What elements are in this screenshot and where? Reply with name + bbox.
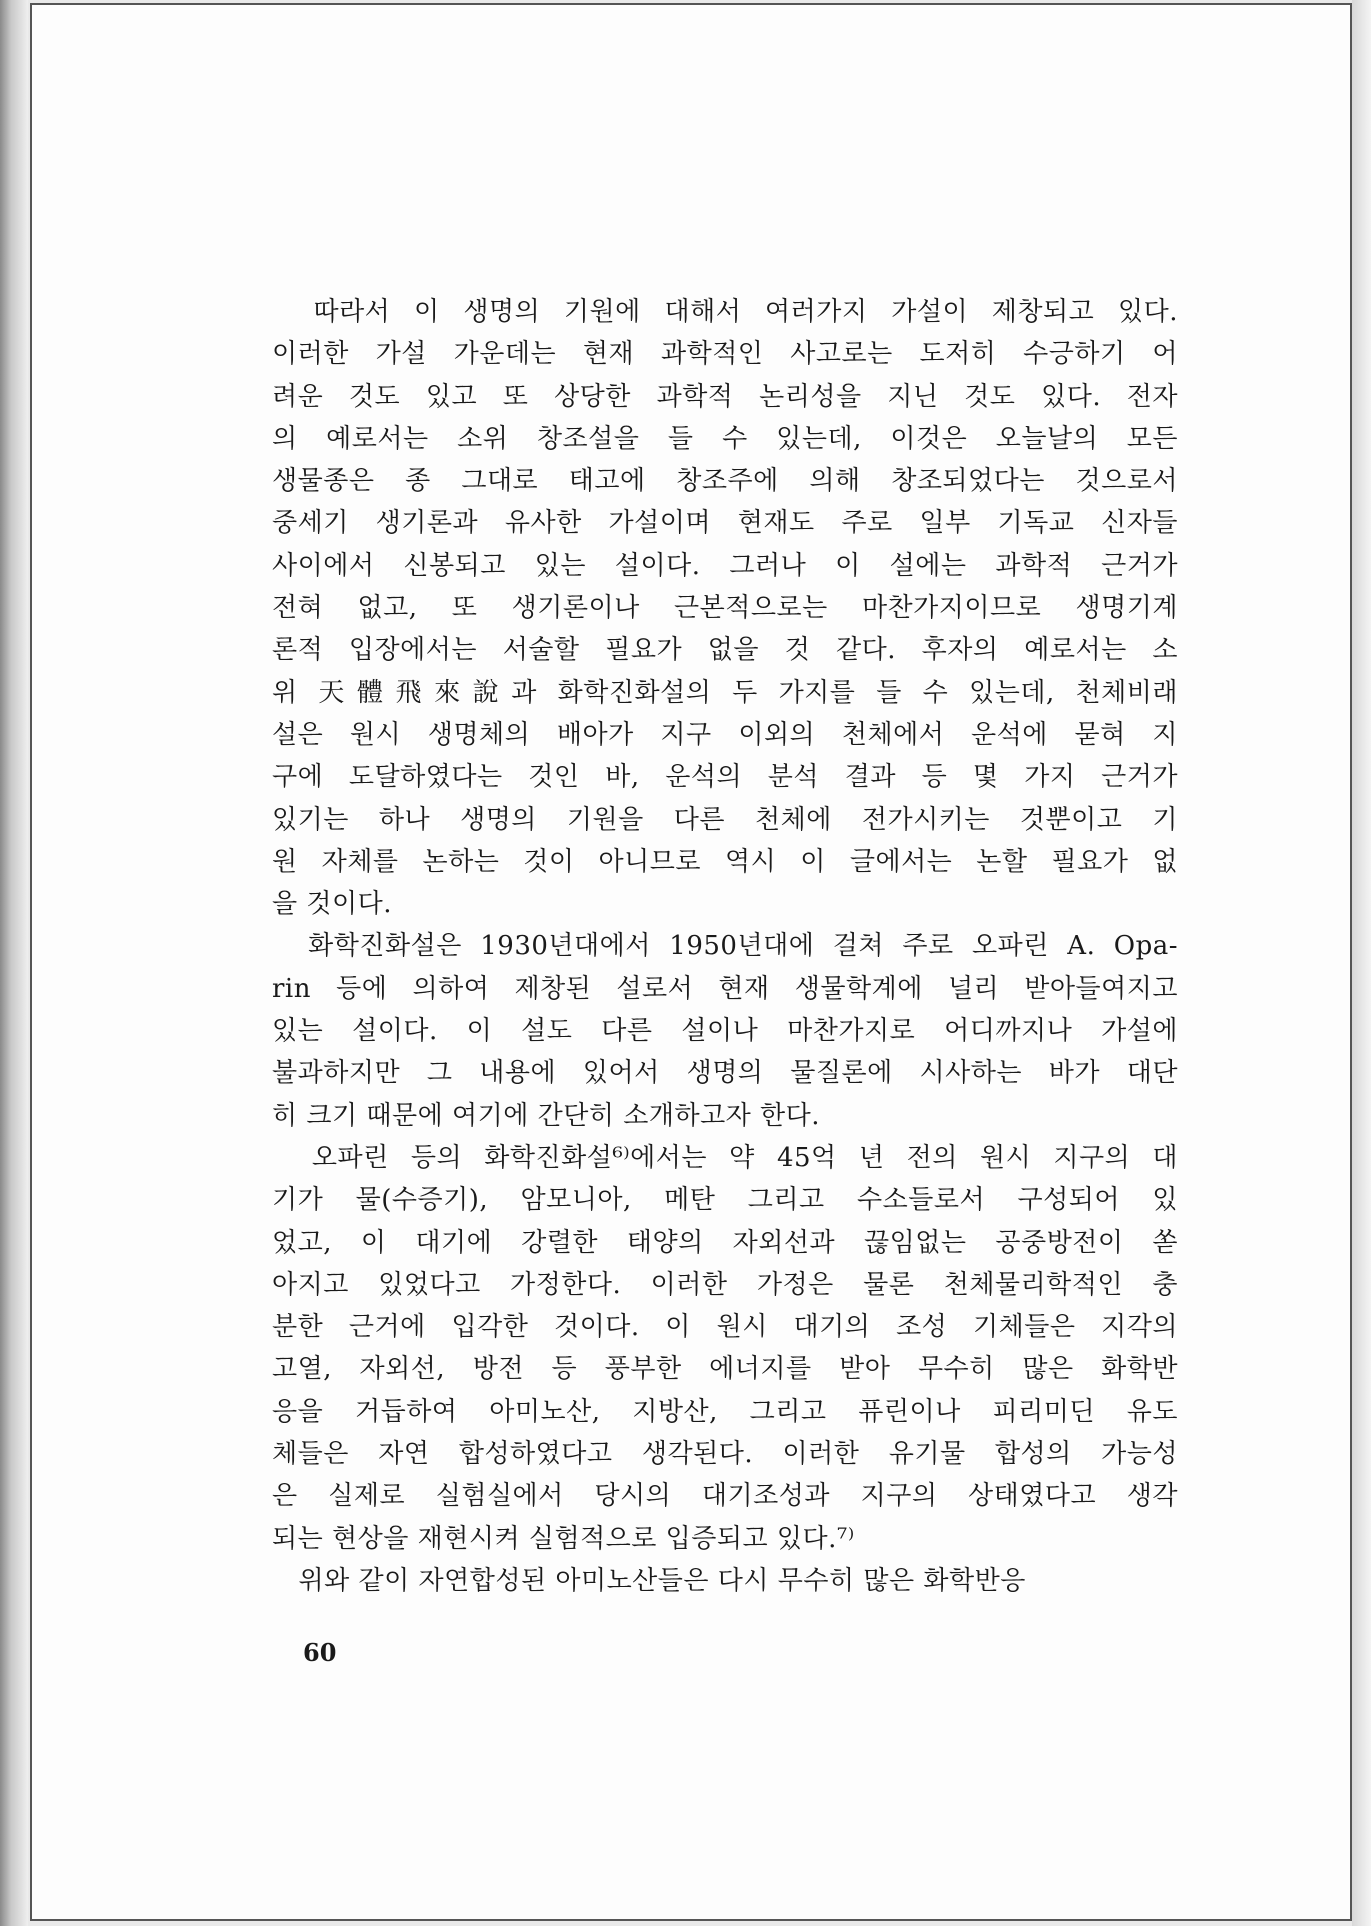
body-text [272, 291, 1178, 1602]
text-line: 아지고 있었다고 가정한다. 이러한 가정은 물론 천체물리학적인 충 [272, 1269, 1178, 1300]
text-line: 있는 설이다. 이 설도 다른 설이나 마찬가지로 어디까지나 가설에 [272, 1016, 1178, 1047]
paragraph [272, 1137, 1178, 1560]
text-line: 생물종은 종 그대로 태고에 창조주에 의해 창조되었다는 것으로서 [272, 466, 1178, 497]
text-line: 따라서 이 생명의 기원에 대해서 여러가지 가설이 제창되고 있다. [272, 297, 1178, 327]
text-line: 오파린 등의 화학진화설⁶⁾에서는 약 45억 년 전의 원시 지구의 대 [272, 1142, 1178, 1173]
text-line: 론적 입장에서는 서술할 필요가 없을 것 같다. 후자의 예로서는 소 [272, 635, 1178, 666]
text-line: 을 것이다. [272, 889, 392, 920]
text-line: 위 天體飛來說과 화학진화설의 두 가지를 들 수 있는데, 천체비래 [272, 677, 1178, 708]
text-line: 응을 거듭하여 아미노산, 지방산, 그리고 퓨린이나 피리미딘 유도 [272, 1396, 1178, 1427]
book-page [30, 3, 1352, 1921]
text-line: 중세기 생기론과 유사한 가설이며 현재도 주로 일부 기독교 신자들 [272, 508, 1178, 539]
text-line: 불과하지만 그 내용에 있어서 생명의 물질론에 시사하는 바가 대단 [272, 1058, 1178, 1089]
text-line: 고열, 자외선, 방전 등 풍부한 에너지를 받아 무수히 많은 화학반 [272, 1354, 1178, 1385]
text-line: 었고, 이 대기에 강렬한 태양의 자외선과 끊임없는 공중방전이 쏟 [272, 1227, 1178, 1258]
book-binding-shadow [0, 0, 28, 1926]
text-line: 사이에서 신봉되고 있는 설이다. 그러나 이 설에는 과학적 근거가 [272, 550, 1178, 581]
text-line: 화학진화설은 1930년대에서 1950년대에 걸쳐 주로 오파린 A. Opa- [272, 931, 1178, 962]
text-line: 히 크기 때문에 여기에 간단히 소개하고자 한다. [272, 1100, 821, 1131]
page-edge [1352, 0, 1371, 1926]
text-line: 의 예로서는 소위 창조설을 들 수 있는데, 이것은 오늘날의 모든 [272, 423, 1178, 454]
text-line: 려운 것도 있고 또 상당한 과학적 논리성을 지닌 것도 있다. 전자 [272, 381, 1178, 412]
text-line: 체들은 자연 합성하였다고 생각된다. 이러한 유기물 합성의 가능성 [272, 1439, 1178, 1470]
paragraph [272, 925, 1178, 1136]
text-line: 되는 현상을 재현시켜 실험적으로 입증되고 있다.⁷⁾ [272, 1523, 855, 1554]
text-line: 이러한 가설 가운데는 현재 과학적인 사고로는 도저히 수긍하기 어 [272, 339, 1178, 370]
text-line: 구에 도달하였다는 것인 바, 운석의 분석 결과 등 몇 가지 근거가 [272, 762, 1178, 793]
paragraph [272, 1560, 1178, 1602]
text-line: 기가 물(수증기), 암모니아, 메탄 그리고 수소들로서 구성되어 있 [272, 1185, 1178, 1216]
text-line: 은 실제로 실험실에서 당시의 대기조성과 지구의 상태였다고 생각 [272, 1481, 1178, 1512]
text-line: 위와 같이 자연합성된 아미노산들은 다시 무수히 많은 화학반응 [272, 1565, 1026, 1596]
page-number: 60 [303, 1638, 337, 1667]
text-line: rin 등에 의하여 제창된 설로서 현재 생물학계에 널리 받아들여지고 [272, 973, 1178, 1004]
text-line: 원 자체를 논하는 것이 아니므로 역시 이 글에서는 논할 필요가 없 [272, 846, 1178, 877]
text-line: 설은 원시 생명체의 배아가 지구 이외의 천체에서 운석에 묻혀 지 [272, 719, 1178, 750]
text-line: 있기는 하나 생명의 기원을 다른 천체에 전가시키는 것뿐이고 기 [272, 804, 1178, 835]
paragraph [272, 291, 1178, 925]
text-line: 전혀 없고, 또 생기론이나 근본적으로는 마찬가지이므로 생명기계 [272, 593, 1178, 624]
text-line: 분한 근거에 입각한 것이다. 이 원시 대기의 조성 기체들은 지각의 [272, 1312, 1178, 1343]
